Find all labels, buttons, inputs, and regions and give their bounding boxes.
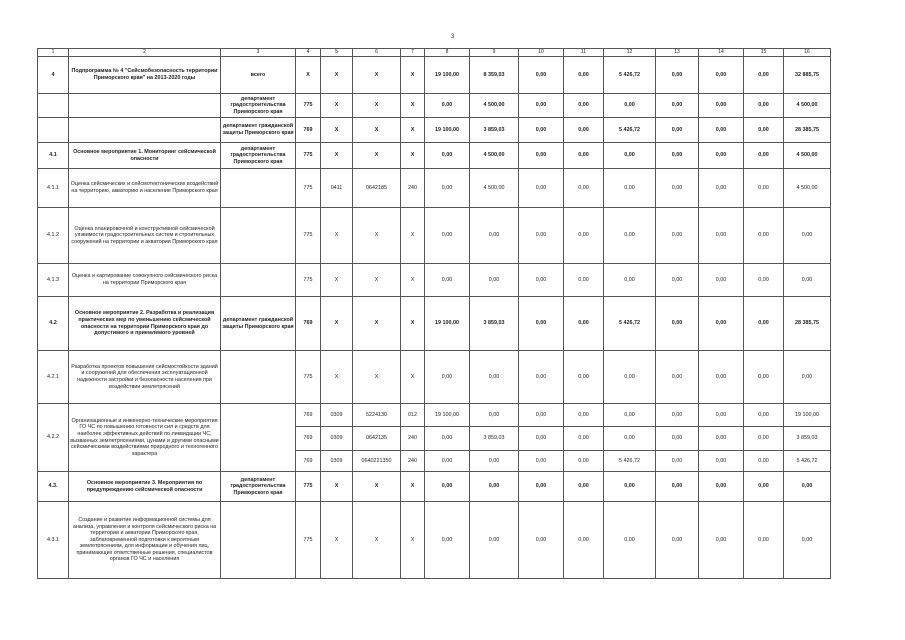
cell-y2013: 0,00 xyxy=(425,451,470,472)
cell-grbs: 775 xyxy=(296,472,321,502)
cell-y2015: 0,00 xyxy=(519,57,564,94)
cell-grbs: 775 xyxy=(296,264,321,297)
cell-y2013: 0,00 xyxy=(425,427,470,451)
cell-y2015: 0,00 xyxy=(519,502,564,579)
cell-measure-name: Оценка и картирование совокупного сейсмического риска на территории Приморского края xyxy=(69,264,221,297)
cell-y2015: 0,00 xyxy=(519,404,564,427)
cell-vr: 012 xyxy=(401,404,425,427)
cell-measure-name: Оценка планировочной и конструктивной сейсмической уязвимости градостроительных систем и строительных сооружений на территории и акватории Приморского края xyxy=(69,208,221,264)
cell-y2019: 0,00 xyxy=(699,297,744,351)
cell-y2016: 0,00 xyxy=(564,118,604,143)
cell-measure-name: Организационные и инженерно-технические мероприятия ГО ЧС по повышению готовности сил и средств для наиболее эффективных действий по ликвидации ЧС, вызванных землетрясениями, цунами и другими опасными сейсмическими воздействиями природного и техногенного характера xyxy=(69,404,221,472)
cell-y2020: 0,00 xyxy=(744,351,784,404)
cell-y2020: 0,00 xyxy=(744,297,784,351)
cell-total: 4 500,00 xyxy=(784,143,831,169)
cell-responsible xyxy=(221,351,296,404)
cell-y2016: 0,00 xyxy=(564,208,604,264)
cell-y2016: 0,00 xyxy=(564,404,604,427)
cell-grbs: 769 xyxy=(296,118,321,143)
cell-rz-pr: X xyxy=(321,143,353,169)
cell-y2013: 19 100,00 xyxy=(425,297,470,351)
cell-y2019: 0,00 xyxy=(699,94,744,118)
cell-csr: X xyxy=(353,472,401,502)
cell-total: 32 885,75 xyxy=(784,57,831,94)
cell-y2017: 0,00 xyxy=(604,472,656,502)
cell-y2014: 0,00 xyxy=(470,264,519,297)
cell-responsible xyxy=(221,502,296,579)
cell-y2020: 0,00 xyxy=(744,208,784,264)
cell-responsible: департамент гражданской защиты Приморского края xyxy=(221,297,296,351)
cell-y2019: 0,00 xyxy=(699,472,744,502)
cell-y2015: 0,00 xyxy=(519,472,564,502)
cell-y2018: 0,00 xyxy=(656,264,699,297)
cell-measure-name xyxy=(69,118,221,143)
cell-y2017: 0,00 xyxy=(604,264,656,297)
cell-y2019: 0,00 xyxy=(699,208,744,264)
cell-y2015: 0,00 xyxy=(519,351,564,404)
cell-measure-name: 2 xyxy=(69,49,221,57)
cell-y2020: 0,00 xyxy=(744,502,784,579)
cell-vr: X xyxy=(401,57,425,94)
cell-rz-pr: 5 xyxy=(321,49,353,57)
table-row xyxy=(38,264,831,297)
cell-grbs: X xyxy=(296,57,321,94)
cell-rz-pr: X xyxy=(321,57,353,94)
cell-y2018: 0,00 xyxy=(656,143,699,169)
cell-y2017: 0,00 xyxy=(604,404,656,427)
cell-y2016: 0,00 xyxy=(564,472,604,502)
cell-y2018: 0,00 xyxy=(656,118,699,143)
cell-csr: X xyxy=(353,264,401,297)
cell-y2015: 0,00 xyxy=(519,264,564,297)
cell-responsible: департамент градостроительства Приморского края xyxy=(221,143,296,169)
cell-y2015: 0,00 xyxy=(519,94,564,118)
cell-rz-pr: X xyxy=(321,264,353,297)
cell-grbs: 775 xyxy=(296,502,321,579)
cell-measure-name: Разработка проектов повышения сейсмостойкости зданий и сооружений для обеспечения эксплуатационной надежности застройки и безопасности населения при воздействии землетрясений xyxy=(69,351,221,404)
cell-y2014: 0,00 xyxy=(470,351,519,404)
cell-y2020: 0,00 xyxy=(744,404,784,427)
cell-measure-name: Основное мероприятие 2. Разработка и реализация практических мер по уменьшению сейсмической опасности на территории Приморского края до допустимого и приемлемого уровней xyxy=(69,297,221,351)
cell-total: 28 385,75 xyxy=(784,297,831,351)
cell-measure-name: Основное мероприятие 3. Мероприятия по предупреждению сейсмической опасности xyxy=(69,472,221,502)
cell-measure-name: Подпрограмма № 4 "Сейсмобезопасность территории Приморского края" на 2013-2020 годы xyxy=(69,57,221,94)
cell-total: 5 426,72 xyxy=(784,451,831,472)
cell-y2015: 0,00 xyxy=(519,451,564,472)
header-row xyxy=(38,49,831,57)
cell-y2016: 0,00 xyxy=(564,264,604,297)
cell-y2016: 0,00 xyxy=(564,451,604,472)
cell-y2013: 0,00 xyxy=(425,94,470,118)
cell-y2013: 0,00 xyxy=(425,169,470,208)
cell-responsible: департамент градостроительства Приморского края xyxy=(221,94,296,118)
cell-rz-pr: 0411 xyxy=(321,169,353,208)
cell-row-number: 4.2.1 xyxy=(38,351,69,404)
cell-csr: 0640221350 xyxy=(353,451,401,472)
table-row xyxy=(38,297,831,351)
cell-row-number: 4 xyxy=(38,57,69,94)
cell-y2013: 19 100,00 xyxy=(425,118,470,143)
cell-y2014: 8 359,03 xyxy=(470,57,519,94)
table-row xyxy=(38,94,831,118)
cell-total: 28 385,75 xyxy=(784,118,831,143)
cell-total: 0,00 xyxy=(784,264,831,297)
cell-y2020: 15 xyxy=(744,49,784,57)
cell-y2017: 0,00 xyxy=(604,94,656,118)
cell-csr: X xyxy=(353,351,401,404)
cell-csr: 0642185 xyxy=(353,169,401,208)
cell-csr: X xyxy=(353,143,401,169)
cell-measure-name: Оценка сейсмических и сейсмотектонических воздействий на территорию, акваторию и население Приморского края xyxy=(69,169,221,208)
cell-vr: 240 xyxy=(401,451,425,472)
cell-grbs: 769 xyxy=(296,427,321,451)
cell-y2015: 0,00 xyxy=(519,208,564,264)
table-row xyxy=(38,351,831,404)
cell-y2015: 0,00 xyxy=(519,427,564,451)
cell-total: 0,00 xyxy=(784,502,831,579)
cell-y2013: 0,00 xyxy=(425,208,470,264)
cell-y2020: 0,00 xyxy=(744,169,784,208)
cell-vr: X xyxy=(401,351,425,404)
cell-y2020: 0,00 xyxy=(744,143,784,169)
cell-y2017: 12 xyxy=(604,49,656,57)
cell-row-number: 4.2 xyxy=(38,297,69,351)
cell-measure-name: Основное мероприятие 1. Мониторинг сейсмической опасности xyxy=(69,143,221,169)
cell-y2014: 4 500,00 xyxy=(470,94,519,118)
page-number: 3 xyxy=(450,34,455,40)
cell-y2016: 11 xyxy=(564,49,604,57)
cell-y2019: 14 xyxy=(699,49,744,57)
cell-rz-pr: X xyxy=(321,472,353,502)
cell-y2020: 0,00 xyxy=(744,118,784,143)
cell-y2018: 0,00 xyxy=(656,404,699,427)
cell-total: 0,00 xyxy=(784,208,831,264)
cell-row-number: 1 xyxy=(38,49,69,57)
cell-y2018: 0,00 xyxy=(656,451,699,472)
cell-vr: X xyxy=(401,472,425,502)
cell-responsible xyxy=(221,169,296,208)
cell-vr: 240 xyxy=(401,169,425,208)
cell-rz-pr: X xyxy=(321,502,353,579)
cell-y2017: 0,00 xyxy=(604,351,656,404)
cell-y2020: 0,00 xyxy=(744,472,784,502)
table-row xyxy=(38,169,831,208)
cell-y2016: 0,00 xyxy=(564,169,604,208)
cell-rz-pr: X xyxy=(321,94,353,118)
cell-y2016: 0,00 xyxy=(564,297,604,351)
cell-grbs: 769 xyxy=(296,404,321,427)
cell-csr: X xyxy=(353,57,401,94)
cell-y2015: 0,00 xyxy=(519,143,564,169)
cell-total: 4 500,00 xyxy=(784,94,831,118)
cell-y2013: 19 100,00 xyxy=(425,404,470,427)
cell-y2016: 0,00 xyxy=(564,143,604,169)
cell-total: 4 500,00 xyxy=(784,169,831,208)
cell-csr: X xyxy=(353,118,401,143)
cell-grbs: 4 xyxy=(296,49,321,57)
program-table xyxy=(37,48,831,579)
cell-y2013: 8 xyxy=(425,49,470,57)
cell-y2014: 0,00 xyxy=(470,404,519,427)
cell-csr: X xyxy=(353,297,401,351)
cell-total: 0,00 xyxy=(784,351,831,404)
cell-grbs: 775 xyxy=(296,351,321,404)
cell-row-number: 4.2.2 xyxy=(38,404,69,472)
table-row xyxy=(38,118,831,143)
cell-y2017: 5 426,72 xyxy=(604,297,656,351)
cell-y2016: 0,00 xyxy=(564,94,604,118)
cell-grbs: 769 xyxy=(296,297,321,351)
cell-y2017: 0,00 xyxy=(604,502,656,579)
cell-y2014: 0,00 xyxy=(470,502,519,579)
cell-y2013: 19 100,00 xyxy=(425,57,470,94)
cell-rz-pr: 0309 xyxy=(321,427,353,451)
cell-rz-pr: 0309 xyxy=(321,404,353,427)
cell-y2016: 0,00 xyxy=(564,351,604,404)
cell-y2019: 0,00 xyxy=(699,502,744,579)
cell-y2013: 0,00 xyxy=(425,264,470,297)
cell-y2018: 0,00 xyxy=(656,169,699,208)
cell-csr: X xyxy=(353,502,401,579)
cell-y2020: 0,00 xyxy=(744,427,784,451)
cell-y2017: 0,00 xyxy=(604,427,656,451)
cell-row-number: 4.1 xyxy=(38,143,69,169)
cell-vr: X xyxy=(401,118,425,143)
cell-measure-name: Создание и развитие информационной системы для анализа, управления и контроля сейсмического риска на территории и акватории Приморского края, заблаговременной подготовки к вероятным землетрясениям, для информации и обучения лиц, принимающих ответственные решения, специалистов органов ГО ЧС и населения xyxy=(69,502,221,579)
cell-csr: X xyxy=(353,208,401,264)
cell-total: 19 100,00 xyxy=(784,404,831,427)
cell-rz-pr: X xyxy=(321,351,353,404)
table-row xyxy=(38,404,831,427)
cell-y2019: 0,00 xyxy=(699,57,744,94)
cell-y2017: 5 426,72 xyxy=(604,451,656,472)
cell-y2017: 5 426,72 xyxy=(604,57,656,94)
cell-vr: X xyxy=(401,94,425,118)
cell-y2017: 0,00 xyxy=(604,169,656,208)
cell-rz-pr: X xyxy=(321,297,353,351)
cell-rz-pr: X xyxy=(321,208,353,264)
cell-row-number xyxy=(38,118,69,143)
cell-y2018: 0,00 xyxy=(656,297,699,351)
cell-y2016: 0,00 xyxy=(564,502,604,579)
cell-y2014: 9 xyxy=(470,49,519,57)
cell-y2020: 0,00 xyxy=(744,94,784,118)
cell-y2014: 3 859,03 xyxy=(470,427,519,451)
cell-y2016: 0,00 xyxy=(564,57,604,94)
cell-row-number: 4.3.1 xyxy=(38,502,69,579)
cell-y2019: 0,00 xyxy=(699,427,744,451)
cell-y2018: 0,00 xyxy=(656,502,699,579)
table-row xyxy=(38,502,831,579)
cell-responsible: департамент гражданской защиты Приморского края xyxy=(221,118,296,143)
cell-responsible xyxy=(221,264,296,297)
cell-y2014: 3 859,03 xyxy=(470,297,519,351)
cell-vr: 7 xyxy=(401,49,425,57)
cell-measure-name xyxy=(69,94,221,118)
cell-y2017: 5 426,72 xyxy=(604,118,656,143)
cell-y2019: 0,00 xyxy=(699,264,744,297)
cell-vr: X xyxy=(401,297,425,351)
cell-total: 16 xyxy=(784,49,831,57)
cell-y2014: 0,00 xyxy=(470,451,519,472)
cell-total: 3 859,03 xyxy=(784,427,831,451)
cell-vr: X xyxy=(401,208,425,264)
table-row xyxy=(38,472,831,502)
cell-y2016: 0,00 xyxy=(564,427,604,451)
cell-y2017: 0,00 xyxy=(604,208,656,264)
table-row xyxy=(38,208,831,264)
cell-responsible xyxy=(221,404,296,472)
cell-y2018: 0,00 xyxy=(656,94,699,118)
cell-row-number: 4.3. xyxy=(38,472,69,502)
table-row xyxy=(38,143,831,169)
cell-responsible xyxy=(221,208,296,264)
cell-y2018: 0,00 xyxy=(656,57,699,94)
cell-csr: X xyxy=(353,94,401,118)
cell-responsible: всего xyxy=(221,57,296,94)
cell-responsible: департамент градостроительства Приморского края xyxy=(221,472,296,502)
cell-csr: 5224130 xyxy=(353,404,401,427)
cell-y2015: 0,00 xyxy=(519,169,564,208)
cell-vr: X xyxy=(401,143,425,169)
cell-responsible: 3 xyxy=(221,49,296,57)
cell-grbs: 775 xyxy=(296,94,321,118)
cell-y2015: 10 xyxy=(519,49,564,57)
table-row xyxy=(38,57,831,94)
cell-y2020: 0,00 xyxy=(744,264,784,297)
cell-grbs: 769 xyxy=(296,451,321,472)
cell-grbs: 775 xyxy=(296,169,321,208)
cell-rz-pr: 0309 xyxy=(321,451,353,472)
cell-y2013: 0,00 xyxy=(425,472,470,502)
cell-y2018: 0,00 xyxy=(656,427,699,451)
cell-y2015: 0,00 xyxy=(519,118,564,143)
cell-y2017: 0,00 xyxy=(604,143,656,169)
cell-csr: 0642135 xyxy=(353,427,401,451)
cell-y2013: 0,00 xyxy=(425,351,470,404)
cell-grbs: 775 xyxy=(296,208,321,264)
cell-y2013: 0,00 xyxy=(425,502,470,579)
cell-y2019: 0,00 xyxy=(699,451,744,472)
cell-y2019: 0,00 xyxy=(699,404,744,427)
cell-vr: 240 xyxy=(401,427,425,451)
cell-vr: X xyxy=(401,502,425,579)
cell-vr: X xyxy=(401,264,425,297)
cell-y2014: 4 500,00 xyxy=(470,143,519,169)
cell-y2014: 3 859,03 xyxy=(470,118,519,143)
cell-y2018: 0,00 xyxy=(656,208,699,264)
cell-row-number xyxy=(38,94,69,118)
cell-row-number: 4.1.3 xyxy=(38,264,69,297)
cell-y2019: 0,00 xyxy=(699,143,744,169)
cell-y2019: 0,00 xyxy=(699,169,744,208)
cell-rz-pr: X xyxy=(321,118,353,143)
cell-y2015: 0,00 xyxy=(519,297,564,351)
cell-total: 0,00 xyxy=(784,472,831,502)
cell-grbs: 775 xyxy=(296,143,321,169)
cell-y2020: 0,00 xyxy=(744,451,784,472)
cell-y2018: 0,00 xyxy=(656,472,699,502)
cell-y2013: 0,00 xyxy=(425,143,470,169)
cell-y2014: 0,00 xyxy=(470,208,519,264)
cell-csr: 6 xyxy=(353,49,401,57)
cell-y2018: 13 xyxy=(656,49,699,57)
cell-y2014: 0,00 xyxy=(470,472,519,502)
cell-row-number: 4.1.1 xyxy=(38,169,69,208)
cell-y2019: 0,00 xyxy=(699,118,744,143)
cell-y2018: 0,00 xyxy=(656,351,699,404)
cell-y2019: 0,00 xyxy=(699,351,744,404)
cell-row-number: 4.1.2 xyxy=(38,208,69,264)
cell-y2014: 4 500,00 xyxy=(470,169,519,208)
cell-y2020: 0,00 xyxy=(744,57,784,94)
